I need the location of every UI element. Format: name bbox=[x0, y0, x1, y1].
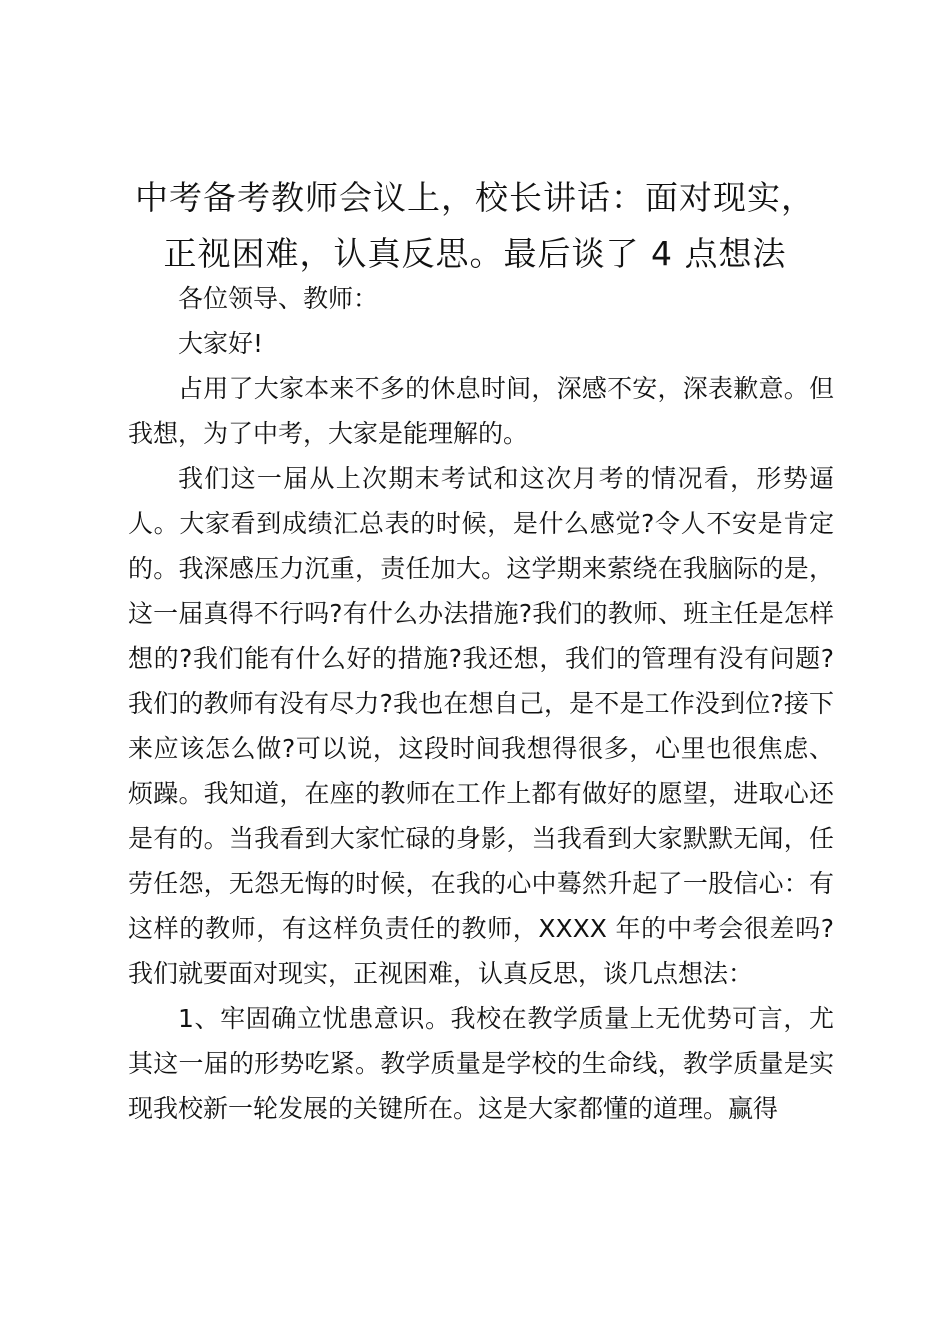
salutation-paragraph: 各位领导、教师： bbox=[178, 284, 379, 313]
document-body bbox=[128, 276, 834, 1131]
document-title bbox=[110, 170, 840, 282]
situation-paragraph: 我们这一届从上次期末考试和这次月考的情况看，形势逼人。大家看到成绩汇总表的时候，是什么感觉?令人不安是肯定的。我深感压力沉重，责任加大。这学期来萦绕在我脑际的是，这一届真得不行吗?有什么办法措施?我们的教师、班主任是怎样想的?我们能有什么好的措施?我还想，我们的管理有没有问题?我们的教师有没有尽力?我也在想自己，是不是工作没到位?接下来应该怎么做?可以说，这段时间我想得很多，心里也很焦虑、烦躁。我知道，在座的教师在工作上都有做好的愿望，进取心还是有的。当我看到大家忙碌的身影，当我看到大家默默无闻，任劳任怨，无怨无悔的时候，在我的心中蓦然升起了一股信心：有这样的教师，有这样负责任的教师，XXXX 年的中考会很差吗?我们就要面对现实，正视困难，认真反思，谈几点想法： bbox=[128, 464, 834, 988]
title-line-1: 中考备考教师会议上，校长讲话：面对现实， bbox=[135, 178, 815, 217]
title-line-2: 正视困难，认真反思。最后谈了 4 点想法 bbox=[163, 234, 787, 273]
point-1-paragraph: 1、牢固确立忧患意识。我校在教学质量上无优势可言，尤其这一届的形势吃紧。教学质量是学校的生命线，教学质量是实现我校新一轮发展的关键所在。这是大家都懂的道理。赢得 bbox=[128, 1004, 834, 1123]
apology-paragraph: 占用了大家本来不多的休息时间，深感不安，深表歉意。但我想，为了中考，大家是能理解的。 bbox=[128, 374, 834, 448]
greeting-paragraph: 大家好! bbox=[178, 329, 264, 358]
